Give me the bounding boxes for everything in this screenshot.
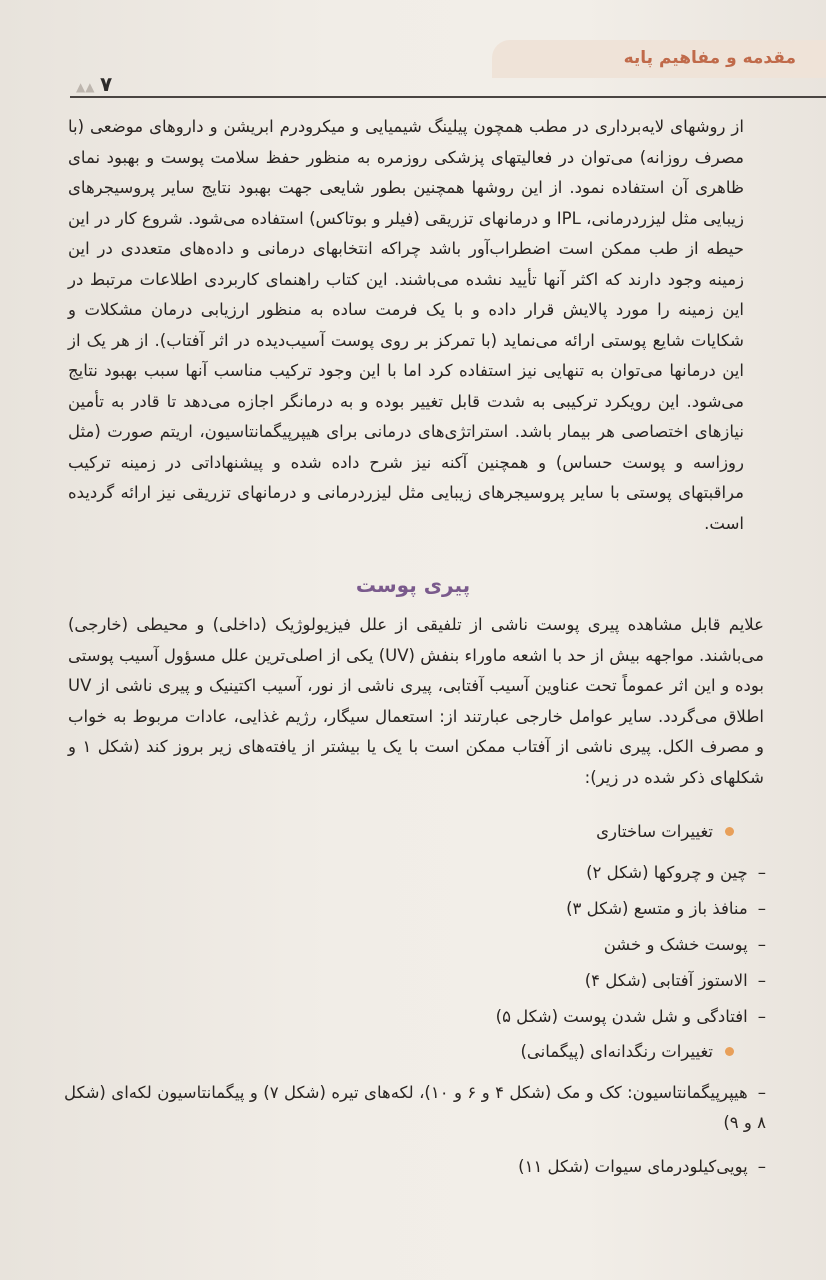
page-number-ornament: ▲▲ <box>76 80 95 94</box>
intro-paragraph: از روشهای لایه‌برداری در مطب همچون پیلینگ شیمیایی و میکرودرم ابریشن و داروهای موضعی (با مصرف روزانه) می‌توان در فعالیتهای پزشکی روزمره به منظور حفظ سلامت پوست و بهبود نمای ظاهری آن استفاده نمود. از این روشها همچنین بطور شایعی جهت بهبود نتایج سایر پروسیجرهای زیبایی مثل لیزردرمانی، IPL و درمانهای تزریقی (فیلر و بوتاکس) استفاده می‌شود. شروع کار در این حیطه از طب ممکن است اضطراب‌آور باشد چراکه انتخابهای درمانی و داده‌های متعددی در این زمینه وجود دارند که اکثر آنها تأیید نشده می‌باشند. این کتاب راهنمای کاربردی اطلاعات مرتبط در این زمینه را مورد پالایش قرار داده و با یک فرمت ساده به منظور ارزیابی درمان مشکلات و شکایات شایع پوستی ارائه می‌نماید (با تمرکز بر روی پوست آسیب‌دیده در اثر آفتاب). از هر یک از این درمانها می‌توان به تنهایی نیز استفاده کرد اما با این وجود ترکیب مناسب آنها سبب بهبود نتایج می‌شود. این رویکرد ترکیبی به شدت قابل تغییر بوده و به درمانگر اجازه می‌دهد تا قادر به تأمین نیازهای اختصاصی هر بیمار باشد. استراتژی‌های درمانی برای هیپرپیگمانتاسیون، اریتم صورت (مثل روزاسه و پوست حساس) و همچنین آکنه نیز شرح داده شده و پیشنهاداتی در زمینه ترکیب مراقبتهای پوستی با سایر پروسیجرهای زیبایی مثل لیزردرمانی و درمانهای تزریقی نیز ارائه گردیده است. <box>68 117 745 533</box>
list-item: –الاستوز آفتابی (شکل ۴) <box>584 971 766 990</box>
list-item: –منافذ باز و متسع (شکل ۳) <box>566 899 766 918</box>
bullet-dot-icon <box>725 1047 734 1056</box>
running-header-title: مقدمه و مفاهیم پایه <box>623 48 796 68</box>
bullet-heading: تغییرات رنگدانه‌ای (پیگمانی) <box>520 1042 713 1061</box>
list-item: –هیپرپیگمانتاسیون: کک و مک (شکل ۴ و ۶ و ۱۰)، لکه‌های تیره (شکل ۷) و پیگمانتاسیون لکه‌ای (شکل ۸ و ۹) <box>64 1083 766 1132</box>
list-item: –پوست خشک و خشن <box>603 935 766 954</box>
bullet-dot-icon <box>725 827 734 836</box>
bullet-pigment <box>520 1042 734 1061</box>
list-item: –پویی‌کیلودرمای سیوات (شکل ۱۱) <box>518 1157 766 1176</box>
bullet-structural <box>596 822 734 841</box>
header-rule <box>70 96 826 98</box>
list-item: –چین و چروکها (شکل ۲) <box>586 863 766 882</box>
list-item: –افتادگی و شل شدن پوست (شکل ۵) <box>495 1007 766 1026</box>
section-heading: پیری پوست <box>355 573 471 597</box>
page-number: ۷ <box>100 72 113 96</box>
bullet-heading: تغییرات ساختاری <box>596 822 713 841</box>
section-paragraph: علایم قابل مشاهده پیری پوست ناشی از تلفیقی از علل فیزیولوژیک (داخلی) و محیطی (خارجی) می‌باشند. مواجهه بیش از حد با اشعه ماوراء بنفش (UV) یکی از اصلی‌ترین علل مسؤول آسیب پوستی بوده و این اثر عموماً تحت عناوین آسیب آفتابی، پیری ناشی از نور، آسیب اکتینیک و پیری ناشی از UV اطلاق می‌گردد. سایر عوامل خارجی عبارتند از: استعمال سیگار، رژیم غذایی، عادات مربوط به خواب و مصرف الکل. پیری ناشی از آفتاب ممکن است با یک یا بیشتر از یافته‌های زیر بروز کند (شکل ۱ و شکلهای ذکر شده در زیر): <box>68 615 764 787</box>
